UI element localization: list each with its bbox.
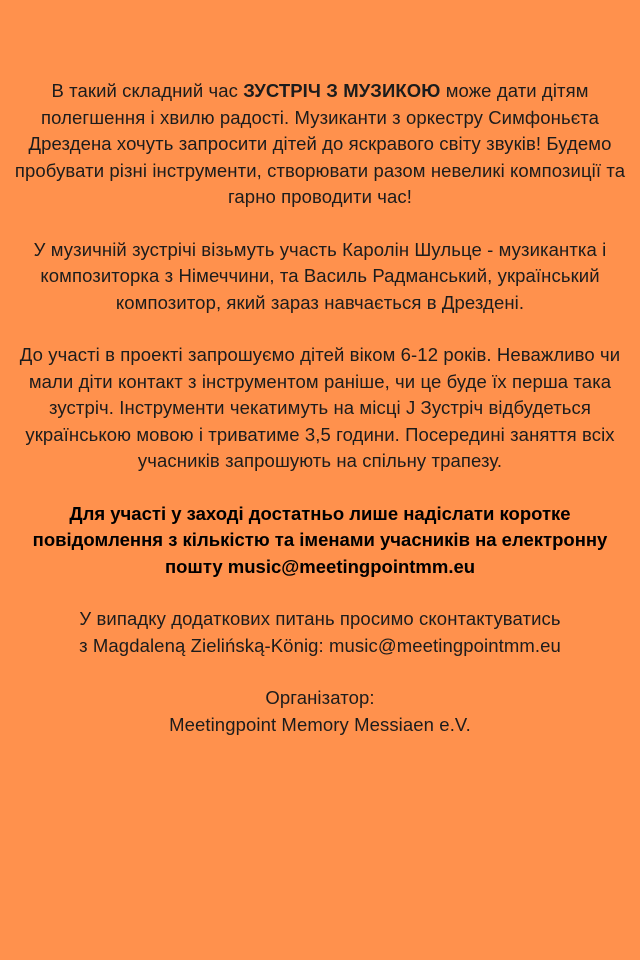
- registration-paragraph: Для участі у заході достатньо лише надіслати коротке повідомлення з кількістю та іменами учасників на електронну пошту music@meetingpointmm.eu: [32, 502, 608, 577]
- spacer: [14, 211, 626, 237]
- organizer-block: [14, 685, 626, 738]
- contact-line-2: з Magdaleną Zielińską-König: music@meetingpointmm.eu: [79, 634, 561, 656]
- intro-text-start: В такий складний час: [51, 80, 244, 101]
- spacer: [14, 316, 626, 342]
- organizer-name: Meetingpoint Memory Messiaen e.V.: [169, 713, 471, 735]
- spacer: [14, 659, 626, 685]
- spacer: [14, 475, 626, 501]
- intro-paragraph: [14, 78, 626, 211]
- intro-highlight: ЗУСТРІЧ З МУЗИКОЮ: [243, 80, 441, 101]
- contact-line-1: У випадку додаткових питань просимо сконтактуватись: [79, 608, 561, 629]
- invitation-paragraph: До участі в проекті запрошуємо дітей віком 6-12 років. Неважливо чи мали діти контакт з інструментом раніше, чи це буде їх перша така зустріч. Інструменти чекатимуть на місці J Зустріч відбудеться українською мовою і триватиме 3,5 години. Посередині заняття всіх учасників запрошують на спільну трапезу.: [19, 344, 621, 471]
- participants-paragraph: У музичній зустрічі візьмуть участь Каролін Шульце - музикантка і композиторка з Німеччини, та Василь Радманський, український композитор, який зараз навчається в Дрездені.: [33, 238, 607, 313]
- spacer: [14, 580, 626, 606]
- organizer-label: Організатор:: [265, 687, 375, 708]
- intro-text-end: може дати дітям полегшення і хвилю радості. Музиканти з оркестру Симфоньєта Дрездена хочуть запросити дітей до яскравого світу звуків! Будемо пробувати різні інструменти, створювати разом невеликі композиції та гарно проводити час!: [14, 80, 626, 207]
- contact-paragraph: [14, 606, 626, 659]
